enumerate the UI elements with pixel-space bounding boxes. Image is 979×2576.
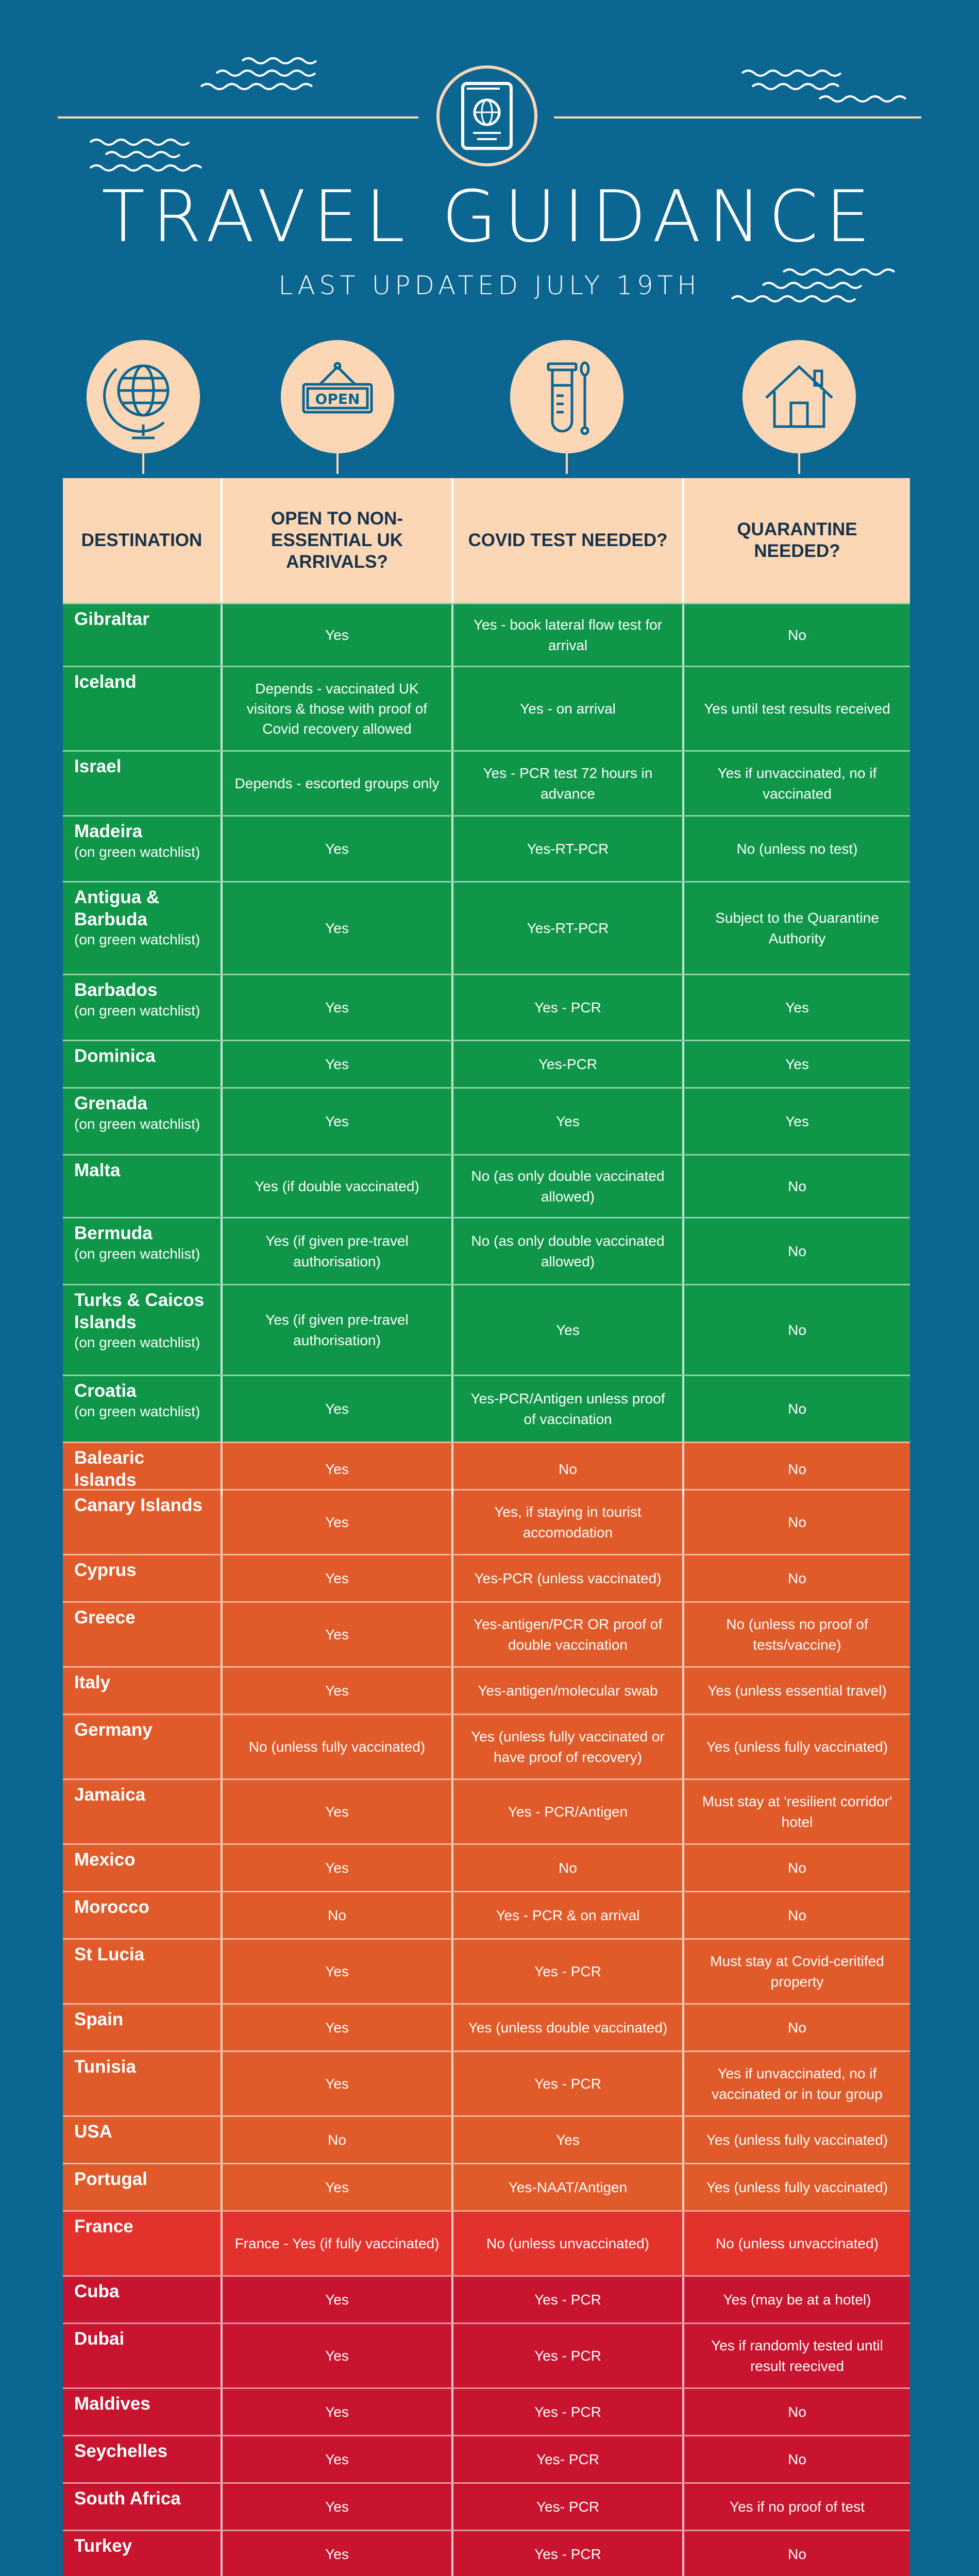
table-row [63,1714,910,1778]
table-row [63,2115,910,2163]
quarantine-cell: No [788,1461,806,1478]
open-cell: Yes [223,2324,453,2387]
destination-note: (on green watchlist) [74,1334,200,1351]
destination-cell [63,2164,223,2210]
travel-guidance-table [63,478,910,2576]
destination-name: Turkey [74,2536,132,2556]
test-cell: No [453,1443,684,1495]
destination-cell [63,1490,223,1554]
open-cell: Yes [223,1668,453,1714]
destination-cell [63,604,223,666]
quarantine-cell: No [788,1243,806,1259]
open-cell: Yes [223,1780,453,1843]
quarantine-cell: Yes until test results received [704,700,890,717]
table-row [63,1040,910,1087]
quarantine-cell: Must stay at Covid-ceritifed property [710,1953,884,1990]
header-destination: DESTINATION [63,478,223,603]
destination-name: Tunisia [74,2057,136,2077]
table-row [63,666,910,750]
destination-note: (on green watchlist) [74,1002,200,1019]
open-cell: Yes [223,817,453,881]
quarantine-cell: Yes (unless fully vaccinated) [706,2179,888,2195]
open-cell: Yes [223,1845,453,1891]
table-row [63,1666,910,1714]
open-cell: Depends - escorted groups only [223,752,453,815]
quarantine-cell: No [788,1178,806,1194]
open-sign-icon [281,340,394,453]
destination-cell [63,1940,223,2003]
destination-cell [63,817,223,881]
quarantine-cell: No (unless unvaccinated) [716,2235,879,2251]
open-cell: Yes [223,2531,453,2576]
header-quarantine: QUARANTINE NEEDED? [737,519,857,561]
destination-cell [63,1443,223,1495]
open-cell: Yes (if given pre-travel authorisation) [223,1218,453,1284]
destination-name: Morocco [74,1897,149,1917]
table-row [63,2530,910,2576]
test-cell: Yes - PCR [453,2531,684,2576]
destination-cell [63,1041,223,1087]
test-cell: Yes [453,2117,684,2163]
open-cell: Yes [223,2277,453,2323]
test-cell: Yes (unless double vaccinated) [453,2005,684,2050]
destination-name: Italy [74,1672,111,1692]
destination-cell [63,667,223,750]
open-cell: No (unless fully vaccinated) [223,1715,453,1778]
test-cell: Yes-RT-PCR [453,817,684,881]
quarantine-cell: No [788,1859,806,1876]
destination-name: South Africa [74,2488,181,2509]
table-row [63,2323,910,2387]
test-cell: Yes - PCR test 72 hours in advance [453,752,684,815]
table-row [63,2275,910,2323]
test-cell: No (as only double vaccinated allowed) [453,1156,684,1217]
table-row [63,1778,910,1843]
table-row [63,1375,910,1442]
open-cell: Yes [223,1603,453,1666]
table-row [63,1217,910,1284]
open-cell: Yes [223,2164,453,2210]
test-cell: Yes - PCR & on arrival [453,1892,684,1938]
quarantine-cell: No (unless no proof of tests/vaccine) [726,1616,868,1653]
quarantine-cell: No (unless no test) [736,840,858,857]
destination-cell [63,1218,223,1284]
quarantine-cell: Yes (unless essential travel) [707,1682,887,1699]
open-cell: No [223,1892,453,1938]
header [0,0,979,330]
table-row [63,1442,910,1489]
globe-icon [87,340,200,453]
destination-cell [63,2484,223,2530]
destination-note: (on green watchlist) [74,1115,200,1132]
svg-text:OPEN: OPEN [315,391,360,408]
table-header [63,478,910,603]
test-cell: Yes-PCR (unless vaccinated) [453,1555,684,1601]
table-row [63,1938,910,2003]
quarantine-cell: No [788,1321,806,1338]
open-cell: Yes [223,1443,453,1495]
destination-name: Germany [74,1720,153,1740]
table-row [63,1489,910,1554]
open-cell: Yes [223,1555,453,1601]
page-subtitle: LAST UPDATED JULY 19TH [278,270,701,300]
table-row [63,2050,910,2115]
table-row [63,881,910,974]
test-cell: Yes, if staying in tourist accomodation [453,1490,684,1554]
destination-name: Iceland [74,672,137,692]
test-cell: Yes - PCR [453,2324,684,2387]
open-cell: Yes [223,1041,453,1087]
destination-note: (on green watchlist) [74,1245,200,1262]
table-row [63,2435,910,2482]
destination-name: Dominica [74,1046,156,1066]
table-row [63,2387,910,2435]
destination-name: Portugal [74,2169,147,2189]
test-tube-icon [510,340,623,453]
quarantine-cell: Must stay at 'resilient corridor' hotel [702,1793,892,1830]
header-open: OPEN TO NON-ESSENTIAL UK ARRIVALS? [223,478,453,603]
open-cell: Yes [223,1490,453,1554]
test-cell: Yes [453,1285,684,1375]
test-cell: Yes- PCR [453,2484,684,2530]
test-cell: Yes - PCR [453,2052,684,2115]
test-cell: Yes-antigen/molecular swab [453,1668,684,1714]
open-cell: Yes [223,2484,453,2530]
open-cell: Yes [223,2389,453,2435]
destination-cell [63,975,223,1040]
test-cell: Yes-RT-PCR [453,883,684,974]
open-cell: Yes [223,883,453,974]
destination-cell [63,2277,223,2323]
open-cell: Yes [223,2052,453,2115]
destination-name: Balearic Islands [74,1448,145,1490]
destination-name: St Lucia [74,1944,145,1964]
destination-cell [63,1892,223,1938]
quarantine-cell: Yes if randomly tested until result reecived [711,2337,883,2374]
quarantine-cell: Yes [785,1056,809,1072]
destination-cell [63,2005,223,2050]
table-row [63,2482,910,2530]
destination-note: (on green watchlist) [74,1403,200,1419]
open-cell: Yes [223,1376,453,1442]
destination-name: USA [74,2122,112,2142]
test-cell: No (as only double vaccinated allowed) [453,1218,684,1284]
destination-cell [63,1603,223,1666]
destination-name: Gibraltar [74,609,149,629]
table-body [63,603,910,2576]
quarantine-cell: Yes if unvaccinated, no if vaccinated [717,765,877,802]
destination-name: Dubai [74,2329,125,2349]
destination-name: Canary Islands [74,1495,202,1515]
destination-cell [63,1555,223,1601]
table-row [63,1554,910,1601]
table-row [63,2003,910,2050]
test-cell: Yes-PCR/Antigen unless proof of vaccination [453,1376,684,1442]
destination-cell [63,883,223,974]
destination-cell [63,2531,223,2576]
table-row [63,974,910,1040]
table-row [63,603,910,666]
destination-cell [63,2389,223,2435]
passport-icon [438,67,536,165]
table-row [63,815,910,881]
destination-name: Israel [74,756,122,776]
destination-cell [63,2324,223,2387]
test-cell: Yes-PCR [453,1041,684,1087]
quarantine-cell: No [788,2451,806,2467]
destination-name: France [74,2216,133,2236]
destination-cell [63,1376,223,1442]
table-row [63,750,910,815]
quarantine-cell: No [788,2403,806,2420]
waves-left-icon [90,58,316,171]
destination-name: Bermuda [74,1223,153,1243]
destination-name: Madeira [74,821,143,841]
test-cell: Yes- PCR [453,2436,684,2482]
test-cell: No [453,1845,684,1891]
destination-name: Greece [74,1607,136,1628]
destination-cell [63,1285,223,1375]
destination-name: Jamaica [74,1785,146,1805]
test-cell: Yes-NAAT/Antigen [453,2164,684,2210]
quarantine-cell: Yes [785,1113,809,1129]
test-cell: Yes - PCR [453,1940,684,2003]
table-row [63,2210,910,2275]
house-icon [742,340,856,453]
open-cell: Yes [223,604,453,666]
table-row [63,2163,910,2210]
open-cell: France - Yes (if fully vaccinated) [223,2212,453,2275]
destination-cell [63,2436,223,2482]
destination-cell [63,752,223,815]
destination-name: Barbados [74,980,158,1000]
destination-name: Maldives [74,2394,150,2414]
destination-name: Cyprus [74,1560,137,1580]
open-cell: Depends - vaccinated UK visitors & those with proof of Covid recovery allowed [223,667,453,750]
test-cell: Yes - PCR/Antigen [453,1780,684,1843]
destination-cell [63,1668,223,1714]
open-cell: Yes (if given pre-travel authorisation) [223,1285,453,1375]
test-cell: No (unless unvaccinated) [453,2212,684,2275]
destination-name: Cuba [74,2281,120,2301]
destination-cell [63,1156,223,1217]
open-cell: Yes [223,1089,453,1154]
test-cell: Yes (unless fully vaccinated or have proof of recovery) [453,1715,684,1778]
table-row [63,1087,910,1154]
destination-name: Grenada [74,1093,147,1113]
quarantine-cell: No [788,1400,806,1417]
destination-cell [63,1845,223,1891]
quarantine-cell: No [788,2546,806,2562]
open-cell: Yes [223,2005,453,2050]
destination-name: Malta [74,1160,121,1180]
quarantine-cell: No [788,1570,806,1586]
test-cell: Yes-antigen/PCR OR proof of double vaccination [453,1603,684,1666]
destination-name: Seychelles [74,2441,167,2461]
test-cell: Yes - PCR [453,975,684,1040]
destination-name: Spain [74,2009,124,2029]
table-row [63,1284,910,1375]
test-cell: Yes - PCR [453,2389,684,2435]
quarantine-cell: Yes (unless fully vaccinated) [706,1738,888,1755]
open-cell: Yes [223,975,453,1040]
destination-note: (on green watchlist) [74,843,200,860]
destination-cell [63,2052,223,2115]
test-cell: Yes - book lateral flow test for arrival [453,604,684,666]
open-cell: Yes [223,1940,453,2003]
test-cell: Yes [453,1089,684,1154]
table-row [63,1154,910,1217]
quarantine-cell: No [788,1514,806,1530]
table-row [63,1601,910,1666]
quarantine-cell: Yes (unless fully vaccinated) [706,2131,888,2148]
quarantine-cell: Yes if unvaccinated, no if vaccinated or in tour group [712,2065,883,2102]
test-cell: Yes - PCR [453,2277,684,2323]
page-title: TRAVEL GUIDANCE [101,175,878,258]
quarantine-cell: Subject to the Quarantine Authority [715,910,879,946]
destination-name: Mexico [74,1850,136,1870]
destination-cell [63,2117,223,2163]
table-row [63,1891,910,1938]
table-row [63,1843,910,1891]
quarantine-cell: Yes (may be at a hotel) [723,2291,871,2308]
open-cell: No [223,2117,453,2163]
header-test: COVID TEST NEEDED? [453,478,684,603]
destination-cell [63,1715,223,1778]
destination-cell [63,1089,223,1154]
open-cell: Yes (if double vaccinated) [223,1156,453,1217]
destination-cell [63,2212,223,2275]
destination-name: Croatia [74,1381,137,1401]
column-icons [0,340,979,479]
destination-name: Antigua & Barbuda [74,887,160,929]
quarantine-cell: No [788,1907,806,1923]
quarantine-cell: Yes if no proof of test [729,2498,865,2515]
quarantine-cell: No [788,2019,806,2036]
quarantine-cell: No [788,626,806,643]
quarantine-cell: Yes [785,999,809,1015]
test-cell: Yes - on arrival [453,667,684,750]
destination-cell [63,1780,223,1843]
destination-note: (on green watchlist) [74,931,200,948]
destination-name: Turks & Caicos Islands [74,1290,205,1332]
open-cell: Yes [223,2436,453,2482]
